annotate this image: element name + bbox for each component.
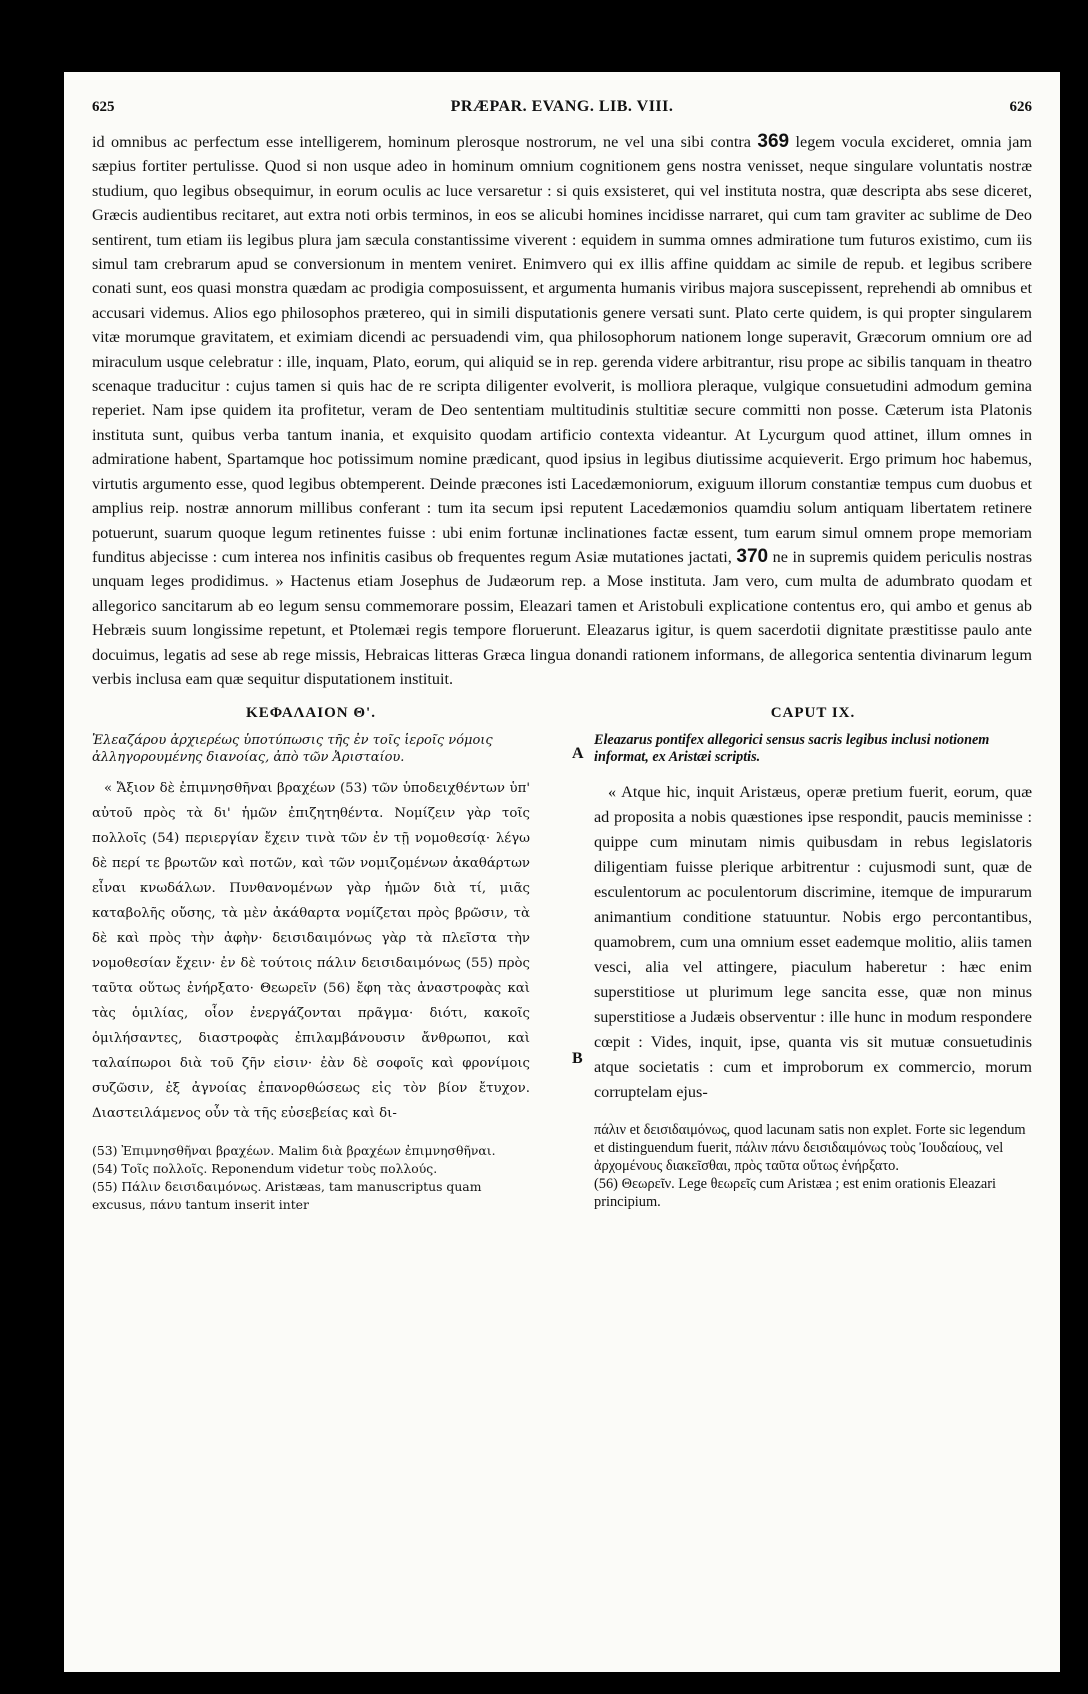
latin-column (572, 705, 1032, 1214)
greek-column (92, 705, 530, 1214)
main-text-part-2: legem vocula excideret, omnia jam sæpius fortiter pertulisse. Quod si non usque adeo in hominum omnium cognitionem gens nostra venisset, neque singulare voluntatis nostræ studium, quo legibus obsequimur, in eorum oculis ac luce versaretur : si quis exsisteret, qui vel instituta nostra, quæ descripta abs sese diceret, Græcis audientibus recitaret, aut extra noti orbis terminos, in eos se alicubi homines incidisse narraret, qui cum tam graviter ac sublime de Deo sentirent, tum etiam iis legibus plura jam sæcula constantissime viverent : equidem in summa omnes admiratione tum futuros existimo, cum iis simul tam crebrarum apud se conversionum in mentem veniret. Enimvero qui ex illis affine quiddam ac simile de repub. et legibus scribere conati sunt, eos quasi monstra quædam ac prodigia composuissent, et argumenta humanis viribus majora suscepissent, reprehendi ab omnibus et accusari videmus. Alios ego philosophos prætereo, qui in simili disputationis genere versati sunt. Plato certe quidem, is qui propter singularem vitæ morumque gravitatem, et eximiam dicendi ac persuadendi vim, qua philosophorum nationem longe superavit, Græcorum omnium ore ad miraculum usque celebratur : ille, inquam, Plato, eorum, qui aliquid se in rep. gerenda videre arbitrantur, risu prope ac sibilis tanquam in theatro scenaque traducitur : cujus tamen si quis hac de re scripta diligenter evolverit, is molliora pleraque, vulgique consuetudini admodum gemina reperiet. Nam ipse quidem ita profitetur, veram de Deo sententiam multitudinis stultitiæ secure committi non posse. Cæterum ista Platonis instituta sunt, quibus verba tantum inania, et exquisito quodam artificio contexta videantur. At Lycurgum quod attinet, illum omnes in admiratione habent, Spartamque hoc potissimum nomine prædicant, quod ipsius in legibus diutissime acquieverit. Ergo primum hoc habemus, virtutis argumento esse, quod legibus obtemperent. Deinde præcones isti Lacedæmoniorum, exiguum illorum constantiæ tempus cum duobus et amplius reip. nostræ annorum millibus conferant : tum ita secum ipsi reputent Lacedæmonios quamdiu solum antiquam libertatem retinere potuerunt, suarum quoque legum retinentes fuisse : ubi enim fortunæ inclinationes factæ essent, tum earum simul omnem prope memoriam funditus abjecisse : cum interea nos infinitis casibus ob frequentes regum Asiæ mutationes jactati, (92, 133, 1033, 566)
latin-chapter-heading: CAPUT IX. (770, 705, 856, 722)
column-number-370: 370 (736, 545, 769, 567)
margin-marker-b: B (572, 1050, 583, 1068)
page-content (92, 98, 1032, 1214)
margin-marker-a: A (572, 745, 584, 763)
greek-footnotes (92, 1142, 530, 1214)
main-text-block (92, 130, 1032, 691)
running-header (92, 98, 1032, 116)
footnote-53: (53) Ἐπιμνησθῆναι βραχέων. Malim διὰ βραχέων ἐπιμνησθῆναι. (92, 1143, 496, 1159)
main-paragraph (92, 130, 1032, 691)
main-text-part-1: id omnibus ac perfectum esse intelligerem, hominum plerosque nostrorum, ne vel una sibi contra (92, 133, 751, 151)
main-text-part-3: ne in supremis quidem periculis nostras unquam leges prodidimus. » Hactenus etiam Josephus de Judæorum rep. a Mose instituta. Jam vero, cum multa de adumbrato quodam et allegorico sancitarum ab eo legum sensu commemorare possim, Eleazari tamen et Aristobuli explicatione contentus ero, qui ambo et genus ab Hebræis suum longissime repetunt, et Ptolemæi regis tempore floruerunt. Eleazarus igitur, is quem sacerdotii dignitate præstitisse paulo ante docuimus, legatis ad sese ab rege missis, Hebraicas litteras Græca lingua donandi rationem informans, de allegorica sententia divinarum legum verbis inclusa eam quæ sequitur disputationem instituit. (92, 547, 1032, 688)
greek-chapter-heading: ΚΕΦΑΛΑΙΟΝ Θ'. (246, 705, 376, 722)
running-title: PRÆPAR. EVANG. LIB. VIII. (450, 98, 674, 115)
right-page-number: 626 (1009, 99, 1032, 115)
latin-body-text: « Atque hic, inquit Aristæus, operæ pretium fuerit, eorum, quæ ad proposita a nobis quæstiones ipse respondit, paucis meminisse : quippe cum minutam nimis quibusdam in rebus legislatoris diligentiam fuisse plerique arbitrentur : cujusmodi sunt, quæ de esculentorum ac poculentorum discrimine, itemque de impurarum animantium conditione statuuntur. Nobis ergo percontantibus, quamobrem, cum una omnium esset eademque molitio, aliis tamen vesci, alia vel attingere, piaculum haberetur : hæc enim superstitiose ut plurimum lege sancita esse, quæ non minus superstitiose a Judæis observentur : ille hunc in modum respondere cœpit : Vides, inquit, ipse, quanta vis sit mutuæ consuetudinis atque societatis : cum et improborum ex commercio, morum corruptelam ejus- (594, 783, 1032, 1102)
latin-chapter-summary: Eleazarus pontifex allegorici sensus sacris legibus inclusi notionem informat, ex Aristæi scriptis. (594, 732, 990, 766)
footnote-54: (54) Τοῖς πολλοῖς. Reponendum videtur τοὺς πολλούς. (92, 1161, 438, 1177)
column-number-369: 369 (757, 131, 790, 152)
greek-body-text: « Ἄξιον δὲ ἐπιμνησθῆναι βραχέων (53) τῶν ὑποδειχθέντων ὑπ' αὐτοῦ πρὸς τὰ δι' ἡμῶν ἐπιζητηθέντα. Νομίζειν γὰρ τοῖς πολλοῖς (54) περιεργίαν ἔχειν τινὰ τῶν ἐν τῇ νομοθεσίᾳ· λέγω δὲ περί τε βρωτῶν καὶ ποτῶν, καὶ τῶν νομιζομένων ἀκαθάρτων εἶναι κνωδάλων. Πυνθανομένων γὰρ ἡμῶν διὰ τί, μιᾶς καταβολῆς οὔσης, τὰ μὲν ἀκάθαρτα νομίζεται πρὸς βρῶσιν, τὰ δὲ καὶ πρὸς τὴν ἀφὴν· δεισιδαιμόνως γὰρ τὰ πλεῖστα τὴν νομοθεσίαν ἔχειν· ἐν δὲ τούτοις πάλιν δεισιδαιμόνως (55) πρὸς ταῦτα οὕτως ἐνήρξατο· Θεωρεῖν (56) ἔφη τὰς ἀναστροφὰς καὶ τὰς ὁμιλίας, οἷον ἐνεργάζονται πρᾶγμα· διότι, κακοῖς ὁμιλήσαντες, διαστροφὰς ἐπιλαμβάνουσιν ἄνθρωποι, καὶ ταλαίπωροι διὰ τοῦ ζῆν εἰσιν· ἐὰν δὲ σοφοῖς καὶ φρονίμοις συζῶσιν, ἐξ ἀγνοίας ἐπανορθώσεως εἰς τὸν βίον ἔτυχον. Διαστειλάμενος οὖν τὰ τῆς εὐσεβείας καὶ δι- (92, 781, 530, 1122)
footnote-55: (55) Πάλιν δεισιδαιμόνως. Aristæas, tam manuscriptus quam excusus, πάνυ tantum inserit inter (92, 1179, 482, 1213)
footnote-56: (56) Θεωρεῖν. Lege θεωρεῖς cum Aristæa ; est enim orationis Eleazari principium. (594, 1176, 997, 1211)
left-page-number: 625 (92, 99, 115, 115)
greek-chapter-summary: Ἐλεαζάρου ἀρχιερέως ὑποτύπωσις τῆς ἐν τοῖς ἱεροῖς νόμοις ἀλληγορουμένης διανοίας, ἀπὸ τῶν Ἀρισταίου. (92, 733, 493, 766)
two-column-section (92, 705, 1032, 1214)
latin-footnotes (594, 1121, 1032, 1211)
footnote-55-continued: πάλιν et δεισιδαιμόνως, quod lacunam satis non explet. Forte sic legendum et distinguendum fuerit, πάλιν πάνυ δεισιδαιμόνως τοὺς Ἰουδαίους, vel ἀρχομένους διακεῖσθαι, πρὸς ταῦτα οὕτως ἐνήρξατο. (594, 1122, 1026, 1175)
scanned-page (64, 72, 1060, 1672)
